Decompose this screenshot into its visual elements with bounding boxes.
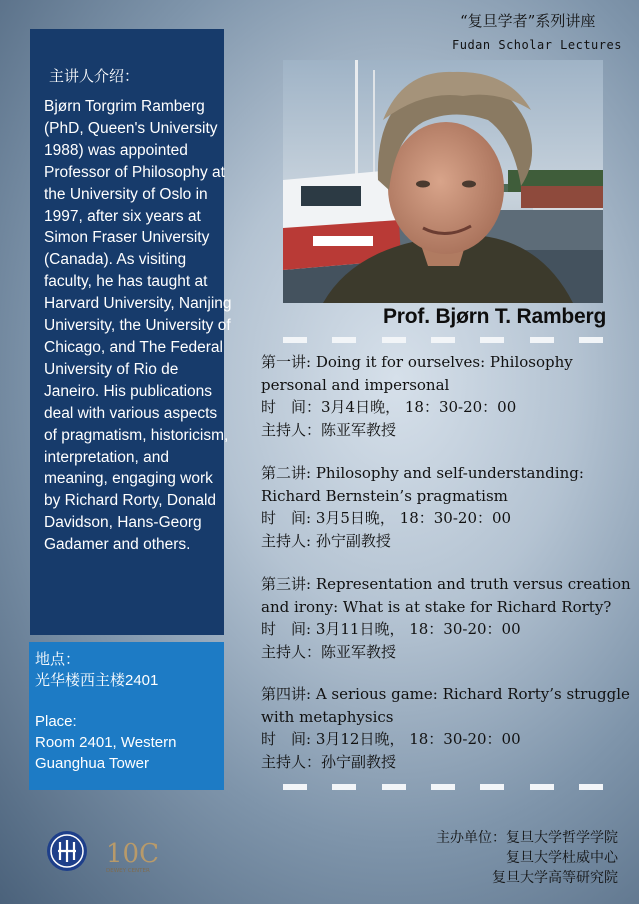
fudan-philosophy-logo xyxy=(47,831,87,871)
lecture-1-time: 时 间：3月4日晚， 18：30-20：00 xyxy=(261,398,517,416)
logo-strip xyxy=(46,828,166,874)
lecture-2 xyxy=(261,462,633,552)
organizer-line-3: 复旦大学高等研究院 xyxy=(492,870,618,886)
lecture-4 xyxy=(261,683,633,773)
divider-dashes-bottom xyxy=(283,784,603,790)
lecture-4-time: 时 间: 3月12日晚， 18：30-20：00 xyxy=(261,730,521,748)
dewey-logo-caption: DEWEY CENTER xyxy=(106,868,150,874)
lecture-2-title-line2: Richard Bernstein’s pragmatism xyxy=(261,486,508,505)
organizer-line-2: 复旦大学杜威中心 xyxy=(506,850,618,866)
lecture-3-title-line2: and irony: What is at stake for Richard Rorty? xyxy=(261,597,612,616)
lecture-3-time: 时 间: 3月11日晚， 18：30-20：00 xyxy=(261,620,521,638)
venue-place-cn: 光华楼西主楼2401 xyxy=(35,672,159,689)
lecture-4-title-line1: 第四讲: A serious game: Richard Rorty’s struggle xyxy=(261,685,630,703)
organizer-line-1: 主办单位：复旦大学哲学学院 xyxy=(436,830,618,846)
lecture-1 xyxy=(261,351,633,441)
venue-place-en-line2: Guanghua Tower xyxy=(35,755,149,772)
bio-heading: 主讲人介绍： xyxy=(49,67,140,85)
lecture-2-time: 时 间: 3月5日晚， 18：30-20：00 xyxy=(261,509,512,527)
venue-panel xyxy=(29,642,224,790)
lecture-3-host: 主持人：陈亚军教授 xyxy=(261,642,397,661)
lecture-1-host: 主持人：陈亚军教授 xyxy=(261,420,397,439)
lecture-3-title-line1: 第三讲: Representation and truth versus creation xyxy=(261,575,631,593)
speaker-photo xyxy=(283,60,603,303)
organizers xyxy=(428,828,618,888)
venue-place-en-line1: Room 2401, Western xyxy=(35,734,177,751)
lecture-4-host: 主持人：孙宁副教授 xyxy=(261,752,397,771)
series-title-en: Fudan Scholar Lectures xyxy=(452,38,622,52)
venue-label-cn: 地点： xyxy=(35,651,81,668)
lecture-2-title-line1: 第二讲: Philosophy and self-understanding: xyxy=(261,464,584,482)
lecture-3 xyxy=(261,573,633,663)
venue-label-en: Place: xyxy=(35,713,77,730)
dewey-center-logo xyxy=(106,839,159,874)
lecture-2-host: 主持人: 孙宁副教授 xyxy=(261,531,391,550)
lecture-1-title-line2: personal and impersonal xyxy=(261,375,450,394)
lecture-4-title-line2: with metaphysics xyxy=(261,707,394,726)
speaker-name: Prof. Bjørn T. Ramberg xyxy=(383,305,607,328)
bio-panel xyxy=(30,29,232,635)
lecture-1-title-line1: 第一讲: Doing it for ourselves: Philosophy xyxy=(261,353,573,371)
dewey-logo-mark: 10C xyxy=(106,839,159,869)
series-title-cn: “复旦学者”系列讲座 xyxy=(460,12,596,30)
bio-text: Bjørn Torgrim Ramberg (PhD, Queen's University 1988) was appointed Professor of Philosophy at the University of Oslo in 1997, after six years at Simon Fraser University (Canada). As visiting faculty, he has taught at Harvard University, Nanjing University, the University of Chicago, and The Federal University of Rio de Janeiro. His publications deal with various aspects of pragmatism, historicism, interpretation, and meaning, engaging work by Richard Rorty, Donald Davidson, Hans-Georg Gadamer and others. xyxy=(44,98,232,554)
divider-dashes-top xyxy=(283,337,603,343)
